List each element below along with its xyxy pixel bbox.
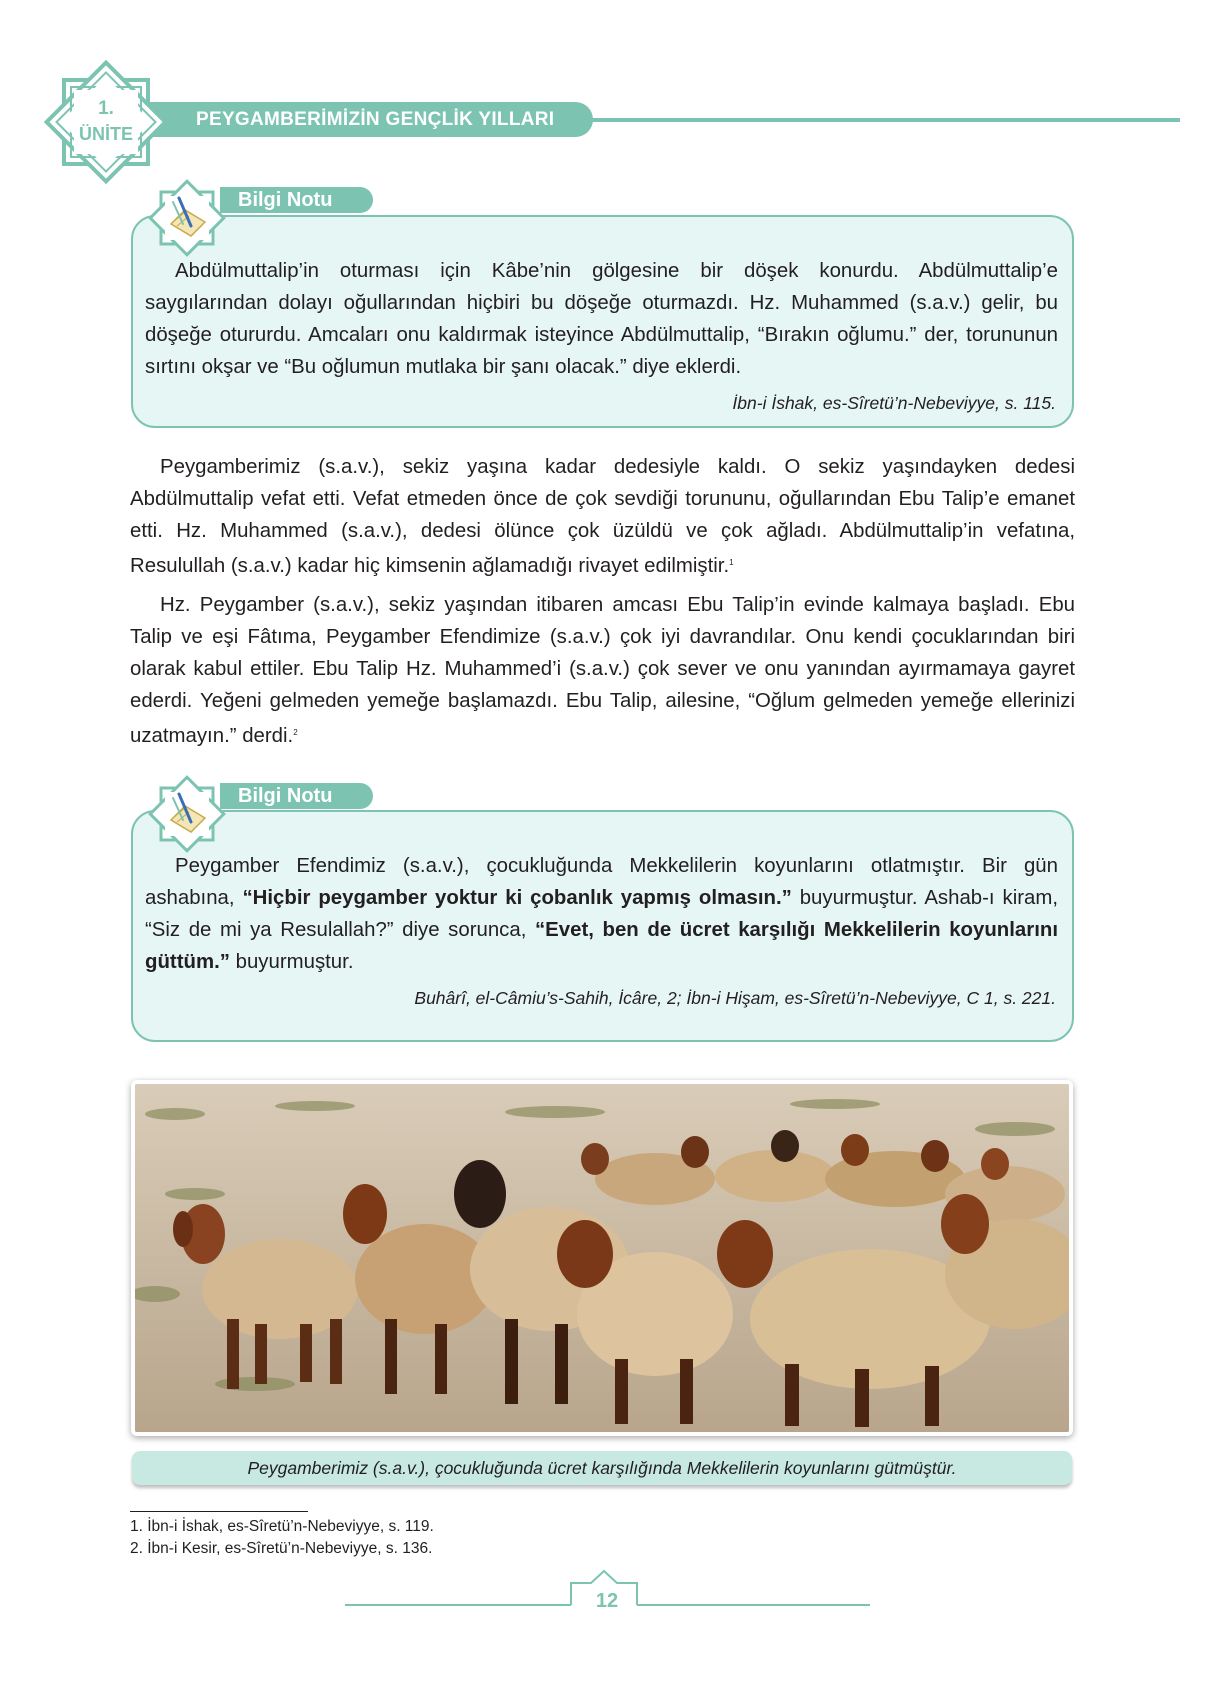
info-note-text-2 <box>145 850 1058 978</box>
footnote-2: 2. İbn-i Kesir, es-Sîretü’n-Nebeviyye, s. 136. <box>130 1540 433 1557</box>
info-note-label-2 <box>220 783 373 809</box>
unit-label: ÜNİTE <box>79 124 133 144</box>
info-note-text-1: Abdülmuttalip’in oturması için Kâbe’nin gölgesine bir döşek konurdu. Abdülmuttalip’e saygılarından dolayı oğullarından hiçbiri bu döşeğe oturmazdı. Hz. Muhammed (s.a.v.) gelir, bu döşeğe otururdu. Amcaları onu kaldırmak isteyince Abdülmuttalip, “Bırakın oğlumu.” der, torununun sırtını okşar ve “Bu oğlumun mutlaka bir şanı olacak.” diye eklerdi. <box>145 260 1058 378</box>
info-note-box-1 <box>131 215 1074 428</box>
unit-star-badge <box>44 60 168 184</box>
unit-number: 1. <box>98 98 114 119</box>
photo-caption-text: Peygamberimiz (s.a.v.), çocukluğunda ücret karşılığında Mekkelilerin koyunlarını gütmüştür. <box>247 1457 957 1478</box>
footnote-1: 1. İbn-i İshak, es-Sîretü’n-Nebeviyye, s. 119. <box>130 1518 434 1535</box>
notebook-pen-icon <box>145 772 229 856</box>
info-note-source-2: Buhârî, el-Câmiu’s-Sahih, İcâre, 2; İbn-i Hişam, es-Sîretü’n-Nebeviyye, C 1, s. 221. <box>414 988 1056 1008</box>
info-note-text-2a: Peygamber Efendimiz (s.a.v.), çocukluğunda Mekkelilerin koyunlarını otlatmıştır. Bir gün ashabına, <box>145 855 1058 909</box>
info-note-source-1: İbn-i İshak, es-Sîretü’n-Nebeviyye, s. 115. <box>732 393 1056 413</box>
page-number: 12 <box>595 1590 619 1612</box>
body-paragraph-1-text: Peygamberimiz (s.a.v.), sekiz yaşına kadar dedesiyle kaldı. O sekiz yaşındayken dedesi Abdülmuttalip vefat etti. Vefat etmeden önce de çok sevdiği torununu, oğullarından Ebu Talip’e emanet etti. Hz. Muhammed (s.a.v.), dedesi ölünce çok üzüldü ve çok ağladı. Abdülmuttalip’in vefatına, Resulullah (s.a.v.) kadar hiç kimsenin ağlamadığı rivayet edilmiştir. <box>130 456 1075 577</box>
footnote-ref-2: 2 <box>293 728 298 737</box>
chapter-title: PEYGAMBERİMİZİN GENÇLİK YILLARI <box>196 108 555 130</box>
info-note-box-2 <box>131 810 1074 1042</box>
photo-caption <box>132 1451 1072 1485</box>
notebook-pen-icon <box>145 176 229 260</box>
info-note-label-text-2: Bilgi Notu <box>238 784 333 807</box>
footnote-rule <box>130 1511 308 1512</box>
footnote-ref-1: 1 <box>729 558 734 567</box>
body-paragraph-1 <box>130 451 1075 582</box>
sheep-flock-illustration <box>135 1084 1069 1432</box>
info-note-text-2c: buyurmuştur. <box>229 951 354 973</box>
hadith-quote-2: “Evet, ben de ücret karşılığı Mekkelilerin koyunlarını güttüm.” <box>145 919 1058 973</box>
sheep-flock-photo <box>131 1080 1073 1436</box>
header-rule <box>590 118 1180 122</box>
hadith-quote-1: “Hiçbir peygamber yoktur ki çobanlık yapmış olmasın.” <box>242 887 792 909</box>
info-note-label-1 <box>220 187 373 213</box>
body-paragraph-2-text: Hz. Peygamber (s.a.v.), sekiz yaşından itibaren amcası Ebu Talip’in evinde kalmaya başladı. Ebu Talip ve eşi Fâtıma, Peygamber Efendimize (s.a.v.) çok iyi davrandılar. Onu kendi çocuklarından biri olarak kabul ettiler. Ebu Talip Hz. Muhammed’i (s.a.v.) çok sever ve onu yanından ayırmamaya gayret ederdi. Yeğeni gelmeden yemeğe başlamazdı. Ebu Talip, ailesine, “Oğlum gelmeden yemeğe ellerinizi uzatmayın.” derdi. <box>130 594 1075 747</box>
body-paragraph-2 <box>130 589 1075 752</box>
info-note-text-2b: buyurmuştur. Ashab-ı kiram, “Siz de mi ya Resulallah?” diye sorunca, <box>145 887 1058 941</box>
info-note-label-text-1: Bilgi Notu <box>238 188 333 211</box>
chapter-title-bar <box>148 102 593 137</box>
